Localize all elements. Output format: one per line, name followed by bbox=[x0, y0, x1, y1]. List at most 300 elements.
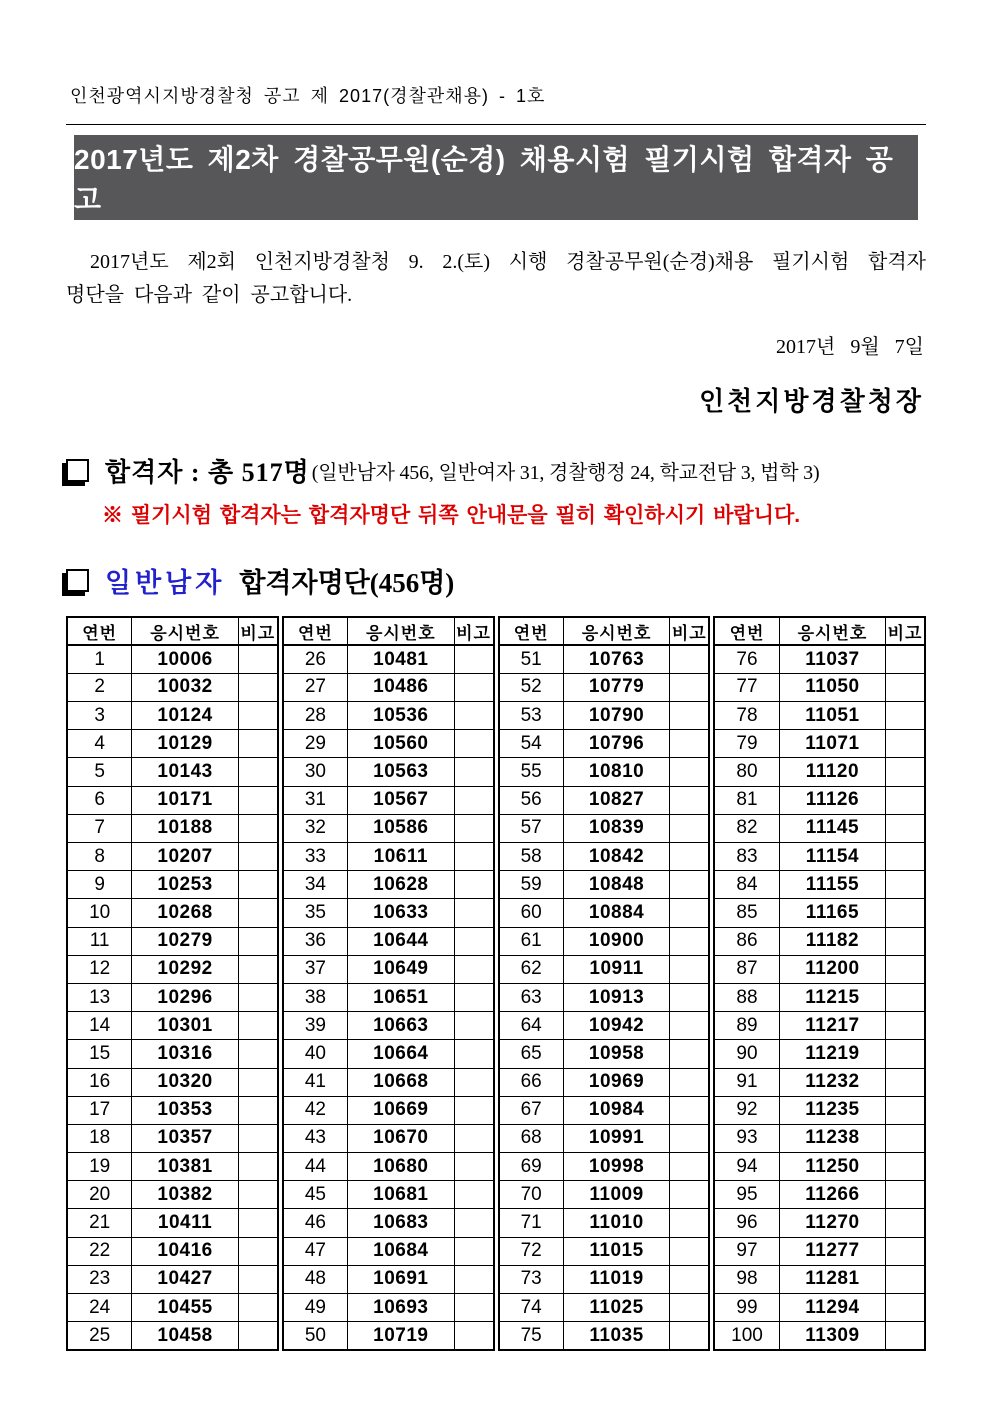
exam-number-cell: 10969 bbox=[563, 1068, 670, 1096]
note-cell bbox=[454, 814, 493, 842]
table-row bbox=[714, 730, 925, 758]
seq-cell: 38 bbox=[283, 983, 348, 1011]
note-cell bbox=[454, 1012, 493, 1040]
note-cell bbox=[886, 1096, 925, 1124]
column-header-exam_no: 응시번호 bbox=[348, 617, 455, 645]
note-cell bbox=[670, 899, 709, 927]
exam-number-cell: 10681 bbox=[348, 1181, 455, 1209]
table-row bbox=[714, 899, 925, 927]
exam-number-cell: 10810 bbox=[563, 758, 670, 786]
table-row bbox=[283, 1294, 494, 1322]
note-cell bbox=[670, 843, 709, 871]
pass-list-group-2 bbox=[282, 616, 495, 1351]
exam-number-cell: 11217 bbox=[779, 1012, 885, 1040]
table-row bbox=[67, 1181, 278, 1209]
table-row bbox=[283, 1096, 494, 1124]
seq-cell: 14 bbox=[67, 1012, 132, 1040]
exam-number-cell: 10292 bbox=[132, 955, 239, 983]
note-cell bbox=[238, 1124, 277, 1152]
seq-cell: 64 bbox=[499, 1012, 564, 1040]
announcement-date: 2017년 9월 7일 bbox=[776, 336, 924, 358]
note-cell bbox=[238, 730, 277, 758]
exam-number-cell: 10719 bbox=[348, 1322, 455, 1350]
table-row bbox=[67, 1265, 278, 1293]
note-cell bbox=[670, 1265, 709, 1293]
note-cell bbox=[238, 1237, 277, 1265]
seq-cell: 9 bbox=[67, 871, 132, 899]
exam-number-cell: 11015 bbox=[563, 1237, 670, 1265]
seq-cell: 89 bbox=[714, 1012, 779, 1040]
note-cell bbox=[238, 758, 277, 786]
seq-cell: 58 bbox=[499, 843, 564, 871]
note-cell bbox=[454, 1294, 493, 1322]
exam-number-cell: 10998 bbox=[563, 1153, 670, 1181]
table-header-row bbox=[67, 617, 278, 645]
seq-cell: 85 bbox=[714, 899, 779, 927]
notice-text: ※ 필기시험 합격자는 합격자명단 뒤쪽 안내문을 필히 확인하시기 바랍니다. bbox=[102, 504, 801, 527]
exam-number-cell: 10958 bbox=[563, 1040, 670, 1068]
table-row bbox=[283, 1209, 494, 1237]
seq-cell: 65 bbox=[499, 1040, 564, 1068]
seq-cell: 34 bbox=[283, 871, 348, 899]
table-row bbox=[67, 1294, 278, 1322]
table-row bbox=[67, 955, 278, 983]
note-cell bbox=[454, 1124, 493, 1152]
exam-number-cell: 10664 bbox=[348, 1040, 455, 1068]
table-row bbox=[499, 786, 710, 814]
table-row bbox=[499, 1181, 710, 1209]
table-row bbox=[714, 871, 925, 899]
note-cell bbox=[454, 1181, 493, 1209]
seq-cell: 40 bbox=[283, 1040, 348, 1068]
table-row bbox=[714, 1181, 925, 1209]
exam-number-cell: 11215 bbox=[779, 983, 885, 1011]
table-row bbox=[499, 1209, 710, 1237]
note-cell bbox=[238, 1209, 277, 1237]
exam-number-cell: 10842 bbox=[563, 843, 670, 871]
note-cell bbox=[886, 645, 925, 673]
exam-number-cell: 10296 bbox=[132, 983, 239, 1011]
seq-cell: 61 bbox=[499, 927, 564, 955]
exam-number-cell: 10301 bbox=[132, 1012, 239, 1040]
seq-cell: 73 bbox=[499, 1265, 564, 1293]
table-row bbox=[67, 702, 278, 730]
note-cell bbox=[454, 1096, 493, 1124]
note-cell bbox=[670, 1096, 709, 1124]
seq-cell: 57 bbox=[499, 814, 564, 842]
note-cell bbox=[454, 871, 493, 899]
seq-cell: 53 bbox=[499, 702, 564, 730]
exam-number-cell: 10691 bbox=[348, 1265, 455, 1293]
note-cell bbox=[670, 814, 709, 842]
table-row bbox=[714, 1068, 925, 1096]
body-line-2: 명단을 다음과 같이 공고합니다. bbox=[66, 284, 353, 306]
note-cell bbox=[454, 1153, 493, 1181]
seq-cell: 25 bbox=[67, 1322, 132, 1350]
note-cell bbox=[886, 1209, 925, 1237]
exam-number-cell: 11126 bbox=[779, 786, 885, 814]
seq-cell: 74 bbox=[499, 1294, 564, 1322]
seq-cell: 86 bbox=[714, 927, 779, 955]
exam-number-cell: 10563 bbox=[348, 758, 455, 786]
exam-number-cell: 10353 bbox=[132, 1096, 239, 1124]
table-row bbox=[67, 1068, 278, 1096]
exam-number-cell: 11037 bbox=[779, 645, 885, 673]
note-cell bbox=[454, 1068, 493, 1096]
note-cell bbox=[670, 1068, 709, 1096]
seq-cell: 29 bbox=[283, 730, 348, 758]
column-header-note: 비고 bbox=[886, 617, 925, 645]
note-cell bbox=[886, 730, 925, 758]
note-cell bbox=[238, 645, 277, 673]
doc-number-line: 인천광역시지방경찰청 공고 제 2017(경찰관채용) - 1호 bbox=[70, 86, 546, 106]
table-header-row bbox=[714, 617, 925, 645]
note-cell bbox=[238, 843, 277, 871]
seq-cell: 30 bbox=[283, 758, 348, 786]
exam-number-cell: 10668 bbox=[348, 1068, 455, 1096]
seq-cell: 37 bbox=[283, 955, 348, 983]
exam-number-cell: 10032 bbox=[132, 673, 239, 701]
seq-cell: 77 bbox=[714, 673, 779, 701]
table-row bbox=[283, 843, 494, 871]
exam-number-cell: 11309 bbox=[779, 1322, 885, 1350]
exam-number-cell: 10848 bbox=[563, 871, 670, 899]
table-row bbox=[283, 1124, 494, 1152]
column-header-note: 비고 bbox=[454, 617, 493, 645]
exam-number-cell: 11238 bbox=[779, 1124, 885, 1152]
seq-cell: 69 bbox=[499, 1153, 564, 1181]
seq-cell: 96 bbox=[714, 1209, 779, 1237]
exam-number-cell: 10991 bbox=[563, 1124, 670, 1152]
seq-cell: 97 bbox=[714, 1237, 779, 1265]
exam-number-cell: 10913 bbox=[563, 983, 670, 1011]
table-row bbox=[499, 899, 710, 927]
table-row bbox=[283, 1040, 494, 1068]
exam-number-cell: 10693 bbox=[348, 1294, 455, 1322]
table-row bbox=[714, 1209, 925, 1237]
note-cell bbox=[238, 899, 277, 927]
note-cell bbox=[670, 1040, 709, 1068]
table-row bbox=[499, 1096, 710, 1124]
table-row bbox=[714, 1322, 925, 1350]
table-row bbox=[499, 1237, 710, 1265]
column-header-note: 비고 bbox=[670, 617, 709, 645]
note-cell bbox=[886, 1181, 925, 1209]
note-cell bbox=[886, 1153, 925, 1181]
seq-cell: 4 bbox=[67, 730, 132, 758]
note-cell bbox=[238, 702, 277, 730]
seq-cell: 7 bbox=[67, 814, 132, 842]
seq-cell: 2 bbox=[67, 673, 132, 701]
exam-number-cell: 10143 bbox=[132, 758, 239, 786]
note-cell bbox=[886, 899, 925, 927]
seq-cell: 71 bbox=[499, 1209, 564, 1237]
table-header-row bbox=[283, 617, 494, 645]
exam-number-cell: 11155 bbox=[779, 871, 885, 899]
exam-number-cell: 10536 bbox=[348, 702, 455, 730]
seq-cell: 50 bbox=[283, 1322, 348, 1350]
seq-cell: 100 bbox=[714, 1322, 779, 1350]
table-row bbox=[67, 758, 278, 786]
note-cell bbox=[670, 1012, 709, 1040]
table-row bbox=[67, 1153, 278, 1181]
exam-number-cell: 10381 bbox=[132, 1153, 239, 1181]
seq-cell: 27 bbox=[283, 673, 348, 701]
exam-number-cell: 11266 bbox=[779, 1181, 885, 1209]
title-banner bbox=[74, 135, 918, 220]
seq-cell: 90 bbox=[714, 1040, 779, 1068]
exam-number-cell: 11051 bbox=[779, 702, 885, 730]
note-cell bbox=[454, 899, 493, 927]
table-row bbox=[283, 786, 494, 814]
table-row bbox=[283, 1153, 494, 1181]
table-row bbox=[714, 758, 925, 786]
seq-cell: 22 bbox=[67, 1237, 132, 1265]
exam-number-cell: 10669 bbox=[348, 1096, 455, 1124]
column-header-exam_no: 응시번호 bbox=[779, 617, 885, 645]
seq-cell: 33 bbox=[283, 843, 348, 871]
table-row bbox=[67, 1096, 278, 1124]
note-cell bbox=[454, 927, 493, 955]
seq-cell: 18 bbox=[67, 1124, 132, 1152]
seq-cell: 51 bbox=[499, 645, 564, 673]
note-cell bbox=[886, 1040, 925, 1068]
seq-cell: 41 bbox=[283, 1068, 348, 1096]
note-cell bbox=[454, 702, 493, 730]
exam-number-cell: 10567 bbox=[348, 786, 455, 814]
table-row bbox=[499, 983, 710, 1011]
note-cell bbox=[886, 983, 925, 1011]
exam-number-cell: 10651 bbox=[348, 983, 455, 1011]
table-row bbox=[67, 983, 278, 1011]
table-row bbox=[283, 927, 494, 955]
exam-number-cell: 10683 bbox=[348, 1209, 455, 1237]
note-cell bbox=[670, 1237, 709, 1265]
column-header-seq: 연번 bbox=[283, 617, 348, 645]
table-row bbox=[714, 843, 925, 871]
table-row bbox=[67, 1124, 278, 1152]
table-row bbox=[714, 1237, 925, 1265]
seq-cell: 62 bbox=[499, 955, 564, 983]
exam-number-cell: 10416 bbox=[132, 1237, 239, 1265]
table-row bbox=[714, 1124, 925, 1152]
note-cell bbox=[454, 1237, 493, 1265]
seq-cell: 70 bbox=[499, 1181, 564, 1209]
seq-cell: 52 bbox=[499, 673, 564, 701]
section-category: 일반남자 bbox=[105, 568, 226, 598]
seq-cell: 82 bbox=[714, 814, 779, 842]
note-cell bbox=[886, 1322, 925, 1350]
table-row bbox=[499, 927, 710, 955]
table-row bbox=[67, 927, 278, 955]
table-row bbox=[499, 955, 710, 983]
seq-cell: 78 bbox=[714, 702, 779, 730]
table-row bbox=[283, 645, 494, 673]
table-row bbox=[499, 1012, 710, 1040]
table-row bbox=[499, 1153, 710, 1181]
table-row bbox=[67, 871, 278, 899]
exam-number-cell: 10124 bbox=[132, 702, 239, 730]
seq-cell: 56 bbox=[499, 786, 564, 814]
seq-cell: 8 bbox=[67, 843, 132, 871]
announcement-body bbox=[66, 246, 926, 312]
table-row bbox=[283, 1237, 494, 1265]
note-cell bbox=[886, 871, 925, 899]
seq-cell: 15 bbox=[67, 1040, 132, 1068]
column-header-seq: 연번 bbox=[67, 617, 132, 645]
table-row bbox=[283, 899, 494, 927]
note-cell bbox=[670, 927, 709, 955]
seq-cell: 17 bbox=[67, 1096, 132, 1124]
exam-number-cell: 11120 bbox=[779, 758, 885, 786]
seq-cell: 87 bbox=[714, 955, 779, 983]
table-row bbox=[67, 1237, 278, 1265]
note-cell bbox=[886, 786, 925, 814]
exam-number-cell: 10455 bbox=[132, 1294, 239, 1322]
seq-cell: 35 bbox=[283, 899, 348, 927]
seq-cell: 43 bbox=[283, 1124, 348, 1152]
note-cell bbox=[670, 1209, 709, 1237]
exam-number-cell: 11165 bbox=[779, 899, 885, 927]
note-cell bbox=[886, 1124, 925, 1152]
seq-cell: 59 bbox=[499, 871, 564, 899]
seq-cell: 20 bbox=[67, 1181, 132, 1209]
exam-number-cell: 10911 bbox=[563, 955, 670, 983]
exam-number-cell: 10316 bbox=[132, 1040, 239, 1068]
seq-cell: 3 bbox=[67, 702, 132, 730]
seq-cell: 92 bbox=[714, 1096, 779, 1124]
seq-cell: 11 bbox=[67, 927, 132, 955]
table-row bbox=[499, 702, 710, 730]
table-row bbox=[499, 1124, 710, 1152]
seq-cell: 79 bbox=[714, 730, 779, 758]
table-row bbox=[499, 814, 710, 842]
column-header-note: 비고 bbox=[238, 617, 277, 645]
header-divider bbox=[66, 124, 926, 125]
seq-cell: 76 bbox=[714, 645, 779, 673]
seq-cell: 99 bbox=[714, 1294, 779, 1322]
note-cell bbox=[238, 1096, 277, 1124]
table-row bbox=[714, 983, 925, 1011]
note-cell bbox=[238, 871, 277, 899]
exam-number-cell: 10427 bbox=[132, 1265, 239, 1293]
exam-number-cell: 10633 bbox=[348, 899, 455, 927]
seq-cell: 32 bbox=[283, 814, 348, 842]
table-row bbox=[283, 983, 494, 1011]
table-row bbox=[499, 1040, 710, 1068]
seq-cell: 67 bbox=[499, 1096, 564, 1124]
seq-cell: 39 bbox=[283, 1012, 348, 1040]
exam-number-cell: 11277 bbox=[779, 1237, 885, 1265]
seq-cell: 36 bbox=[283, 927, 348, 955]
table-row bbox=[283, 702, 494, 730]
note-cell bbox=[670, 730, 709, 758]
table-row bbox=[499, 1068, 710, 1096]
note-cell bbox=[238, 1181, 277, 1209]
seq-cell: 10 bbox=[67, 899, 132, 927]
table-row bbox=[714, 1096, 925, 1124]
note-cell bbox=[670, 1181, 709, 1209]
exam-number-cell: 10279 bbox=[132, 927, 239, 955]
table-row bbox=[714, 645, 925, 673]
seq-cell: 45 bbox=[283, 1181, 348, 1209]
note-cell bbox=[238, 786, 277, 814]
seq-cell: 23 bbox=[67, 1265, 132, 1293]
column-header-exam_no: 응시번호 bbox=[132, 617, 239, 645]
note-cell bbox=[670, 645, 709, 673]
table-row bbox=[283, 758, 494, 786]
seq-cell: 31 bbox=[283, 786, 348, 814]
exam-number-cell: 10171 bbox=[132, 786, 239, 814]
table-row bbox=[499, 1294, 710, 1322]
seq-cell: 1 bbox=[67, 645, 132, 673]
table-row bbox=[714, 1012, 925, 1040]
note-cell bbox=[238, 983, 277, 1011]
exam-number-cell: 10680 bbox=[348, 1153, 455, 1181]
exam-number-cell: 10670 bbox=[348, 1124, 455, 1152]
seq-cell: 98 bbox=[714, 1265, 779, 1293]
seq-cell: 68 bbox=[499, 1124, 564, 1152]
seq-cell: 95 bbox=[714, 1181, 779, 1209]
note-cell bbox=[670, 871, 709, 899]
table-row bbox=[67, 899, 278, 927]
seq-cell: 24 bbox=[67, 1294, 132, 1322]
exam-number-cell: 10207 bbox=[132, 843, 239, 871]
exam-number-cell: 11182 bbox=[779, 927, 885, 955]
table-row bbox=[283, 1068, 494, 1096]
exam-number-cell: 11219 bbox=[779, 1040, 885, 1068]
note-cell bbox=[886, 1294, 925, 1322]
exam-number-cell: 11154 bbox=[779, 843, 885, 871]
table-row bbox=[499, 645, 710, 673]
table-row bbox=[714, 702, 925, 730]
exam-number-cell: 10884 bbox=[563, 899, 670, 927]
note-cell bbox=[886, 1237, 925, 1265]
table-row bbox=[714, 673, 925, 701]
exam-number-cell: 11200 bbox=[779, 955, 885, 983]
pass-summary-detail: (일반남자 456, 일반여자 31, 경찰행정 24, 학교전담 3, 법학 3) bbox=[311, 462, 820, 484]
seq-cell: 93 bbox=[714, 1124, 779, 1152]
table-row bbox=[283, 1181, 494, 1209]
table-row bbox=[714, 1153, 925, 1181]
table-row bbox=[283, 730, 494, 758]
signer-name: 인천지방경찰청장 bbox=[699, 386, 924, 416]
table-row bbox=[714, 814, 925, 842]
seq-cell: 81 bbox=[714, 786, 779, 814]
exam-number-cell: 11281 bbox=[779, 1265, 885, 1293]
seq-cell: 72 bbox=[499, 1237, 564, 1265]
note-cell bbox=[670, 758, 709, 786]
note-cell bbox=[670, 955, 709, 983]
note-cell bbox=[238, 1040, 277, 1068]
note-cell bbox=[670, 702, 709, 730]
table-row bbox=[67, 843, 278, 871]
note-cell bbox=[886, 702, 925, 730]
exam-number-cell: 10253 bbox=[132, 871, 239, 899]
pass-list-group-3 bbox=[498, 616, 711, 1351]
exam-number-cell: 10486 bbox=[348, 673, 455, 701]
table-row bbox=[499, 758, 710, 786]
exam-number-cell: 10357 bbox=[132, 1124, 239, 1152]
exam-number-cell: 10649 bbox=[348, 955, 455, 983]
exam-number-cell: 10839 bbox=[563, 814, 670, 842]
column-header-seq: 연번 bbox=[714, 617, 779, 645]
table-row bbox=[714, 1294, 925, 1322]
seq-cell: 12 bbox=[67, 955, 132, 983]
pass-list-table bbox=[66, 616, 926, 1351]
table-row bbox=[283, 871, 494, 899]
exam-number-cell: 11050 bbox=[779, 673, 885, 701]
